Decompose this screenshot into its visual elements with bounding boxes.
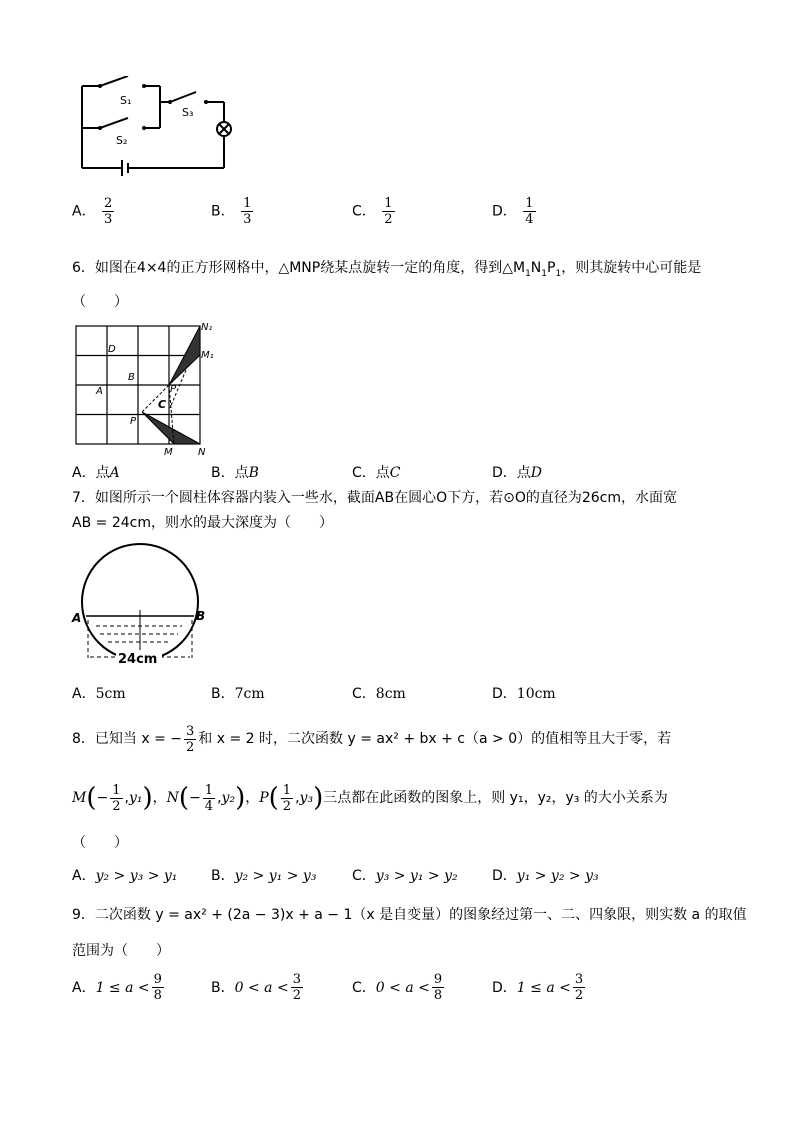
cylinder-figure [70,540,220,670]
q9-options [72,972,772,1016]
q9-option-c[interactable]: C． 0 < a < $\frac{9}{8}$ [352,972,443,1003]
q6-option-c[interactable]: C．点C [352,465,401,481]
q8-stem-line1: 8．已知当 x = − $\frac{3}{2}$ 和 x = 2 时，二次函数 y = ax² + bx + c（a > 0）的值相等且大于零，若 [72,723,672,755]
fraction: $\frac{9}{8}$ [433,972,443,1003]
label-m: M [164,447,173,458]
q5-option-b[interactable]: B． $\frac{1}{3}$ [211,196,252,227]
q8-option-d[interactable]: D．y₁ > y₂ > y₃ [492,868,599,884]
label-n: N [198,447,206,458]
q6-options [72,462,772,484]
label-a: A [72,611,82,625]
label-m1: M₁ [201,350,214,361]
fraction: $\frac{1}{3}$ [243,196,252,227]
q8-option-a[interactable]: A．y₂ > y₃ > y₁ [72,868,178,884]
label-a: A [96,386,103,397]
fraction: $\frac{3}{2}$ [292,972,301,1003]
switch-s2-label: S₂ [116,134,128,147]
label-n1: N₁ [201,322,213,333]
label-b: B [128,372,135,383]
q9-option-b[interactable]: B． 0 < a < $\frac{3}{2}$ [211,972,301,1003]
q7-option-d[interactable]: D．10cm [492,686,556,702]
label-d: D [108,344,116,355]
q5-option-c[interactable]: C． $\frac{1}{2}$ [352,196,393,227]
q6-option-a[interactable]: A．点A [72,465,120,481]
q6-blank: （ ） [72,294,128,310]
circuit-figure [70,76,240,176]
q7-option-b[interactable]: B．7cm [211,686,265,702]
q7-options [72,683,772,705]
q9-stem-line1: 9．二次函数 y = ax² + (2a − 3)x + a − 1（x 是自变量）的图象经过第一、二、四象限，则实数 a 的取值 [72,907,747,923]
q8-options [72,865,772,887]
q6-stem: 6．如图在4×4的正方形网格中，△MNP绕某点旋转一定的角度，得到$\triangle M_1N_1P_1$，则其旋转中心可能是 [72,260,702,279]
q7-option-c[interactable]: C．8cm [352,686,406,702]
switch-s3-label: S₃ [182,106,194,119]
q5-option-a[interactable]: A． $\frac{2}{3}$ [72,196,113,227]
q5-options [72,196,772,240]
label-c: C [158,398,167,411]
switch-s1-label: S₁ [120,94,132,107]
q7-stem-line1: 7．如图所示一个圆柱体容器内装入一些水，截面AB在圆心O下方，若⊙O的直径为26cm，水面宽 [72,490,678,506]
fraction: $\frac{9}{8}$ [153,972,162,1003]
fraction: $\frac{3}{2}$ [574,972,584,1003]
label-p1: P [170,384,177,395]
q6-option-d[interactable]: D．点D [492,465,543,481]
fraction: $\frac{1}{2}$ [384,196,393,227]
label-b: B [196,609,206,623]
q7-stem-line2: AB = 24cm，则水的最大深度为（ ） [72,515,333,531]
q5-option-d[interactable]: D． $\frac{1}{4}$ [492,196,534,227]
label-p: P [130,416,137,427]
width-label: 24cm [118,652,158,667]
q8-blank: （ ） [72,835,128,851]
grid-figure [66,318,226,458]
q6-option-b[interactable]: B．点B [211,465,259,481]
q8-option-c[interactable]: C．y₃ > y₁ > y₂ [352,868,458,884]
q8-option-b[interactable]: B．y₂ > y₁ > y₃ [211,868,317,884]
fraction: $\frac{1}{4}$ [525,196,534,227]
q7-option-a[interactable]: A．5cm [72,686,126,702]
fraction: $\frac{3}{2}$ [186,723,195,755]
fraction: $\frac{2}{3}$ [104,196,113,227]
q9-option-d[interactable]: D． 1 ≤ a < $\frac{3}{2}$ [492,972,584,1003]
q9-stem-line2: 范围为（ ） [72,943,170,959]
q8-stem-line2: M ( − $\frac{1}{2}$ , y₁ ) ， N ( − $\frac{1}{4}$ , y₂ ) ， P ( $\frac{1}{2}$ , y₃ ) 三点都在此函数的图象上，则 y₁，y₂，y₃ 的大小关系为 [72,782,668,814]
q9-option-a[interactable]: A． 1 ≤ a < $\frac{9}{8}$ [72,972,162,1003]
